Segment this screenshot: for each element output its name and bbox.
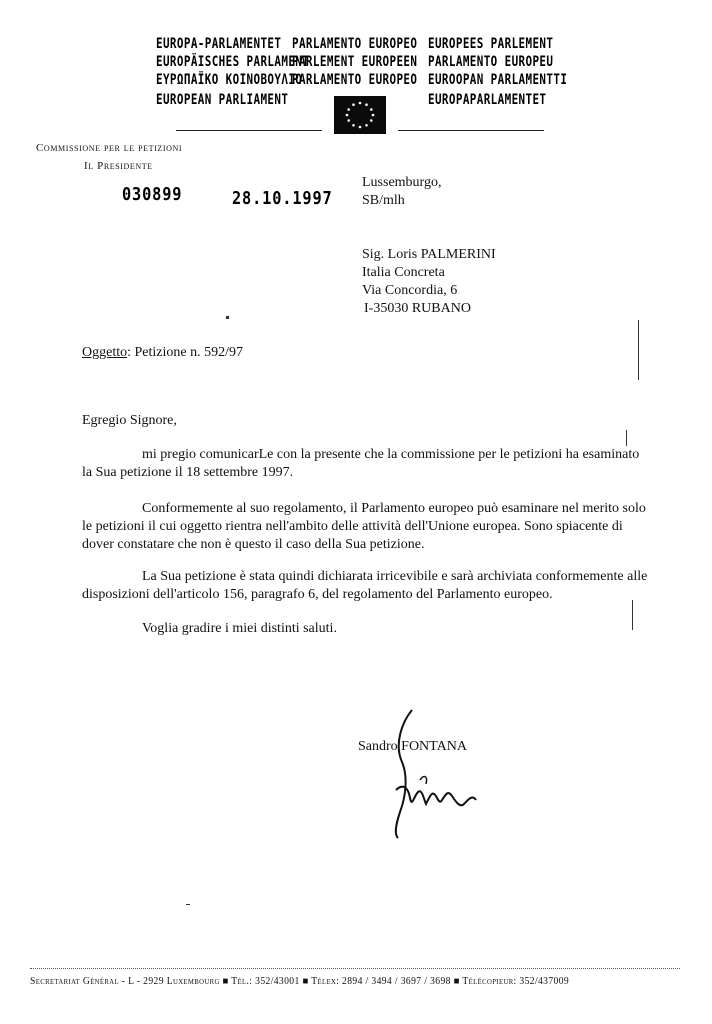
committee-name: Commissione per le petizioni bbox=[36, 142, 183, 154]
eu-flag-icon bbox=[334, 96, 386, 134]
recipient-line: Italia Concreta bbox=[362, 265, 445, 280]
recipient-line: Via Concordia, 6 bbox=[362, 283, 458, 298]
letterhead-col1-line3: ΕΥΡΩΠΑΪΚΟ ΚΟΙΝΟΒΟΥΛΙΟ bbox=[156, 72, 303, 88]
subject-line bbox=[82, 344, 243, 362]
letterhead-col2-line2: PARLEMENT EUROPEEN bbox=[292, 54, 418, 70]
recipient-line: Sig. Loris PALMERINI bbox=[362, 247, 496, 262]
letterhead-col1-line1: EUROPA-PARLAMENTET bbox=[156, 36, 282, 52]
paragraph-1-line1: mi pregio comunicarLe con la presente che la commissione per le petizioni ha esaminato bbox=[142, 447, 640, 462]
scan-mark bbox=[186, 904, 190, 905]
place-city: Lussemburgo, bbox=[362, 175, 442, 190]
letterhead-col2-line3: PARLAMENTO EUROPEO bbox=[292, 72, 418, 88]
footer-address: Secretariat Général - L - 2929 Luxembourg ■ Tél.: 352/43001 ■ Télex: 2894 / 3494 / 3697 / 3698 ■ Télécopieur: 352/437009 bbox=[30, 976, 570, 987]
letterhead-col3-line3: EUROOPAN PARLAMENTTI bbox=[428, 72, 568, 88]
signatory-name: Sandro FONTANA bbox=[358, 739, 467, 754]
handwritten-signature bbox=[372, 704, 492, 844]
scan-mark bbox=[626, 430, 627, 446]
recipient-line: I-35030 RUBANO bbox=[364, 301, 471, 316]
salutation: Egregio Signore, bbox=[82, 413, 177, 428]
scan-mark bbox=[632, 600, 633, 630]
paragraph-3-line2: disposizioni dell'articolo 156, paragrafo 6, del regolamento del Parlamento europeo. bbox=[82, 587, 553, 602]
letterhead-rule-right bbox=[398, 130, 544, 131]
letterhead-rule-left bbox=[176, 130, 322, 131]
letterhead-col3-line1: EUROPEES PARLEMENT bbox=[428, 36, 554, 52]
letterhead-col3-line4: EUROPAPARLAMENTET bbox=[428, 92, 547, 108]
date-stamp: 28.10.1997 bbox=[232, 188, 333, 209]
paragraph-2-line2: le petizioni il cui oggetto rientra nell'ambito delle attività dell'Unione europea. Sono spiacente di bbox=[82, 519, 623, 534]
scan-mark bbox=[226, 316, 229, 319]
paragraph-2-line1: Conformemente al suo regolamento, il Parlamento europeo può esaminare nel merito solo bbox=[142, 501, 646, 516]
letterhead-col1-line4: EUROPEAN PARLIAMENT bbox=[156, 92, 289, 108]
paragraph-2-line3: dover constatare che non è questo il caso della Sua petizione. bbox=[82, 537, 425, 552]
paragraph-3-line1: La Sua petizione è stata quindi dichiarata irricevibile e sarà archiviata conformemente alle bbox=[142, 569, 648, 584]
closing-line: Voglia gradire i miei distinti saluti. bbox=[142, 621, 337, 636]
subject-colon: : bbox=[127, 345, 131, 360]
letterhead-col1-line2: EUROPÄISCHES PARLAMENT bbox=[156, 54, 310, 70]
subject-label: Oggetto bbox=[82, 345, 128, 360]
subject-value: Petizione n. 592/97 bbox=[134, 345, 243, 360]
scan-mark bbox=[638, 320, 639, 380]
footer-rule bbox=[30, 968, 680, 969]
letterhead-col3-line2: PARLAMENTO EUROPEU bbox=[428, 54, 554, 70]
protocol-number-stamp: 030899 bbox=[122, 184, 183, 205]
letterhead-col2-line1: PARLAMENTO EUROPEO bbox=[292, 36, 418, 52]
sender-title: Il Presidente bbox=[84, 160, 153, 172]
paragraph-1-line2: la Sua petizione il 18 settembre 1997. bbox=[82, 465, 294, 480]
reference-code: SB/mlh bbox=[362, 193, 405, 208]
